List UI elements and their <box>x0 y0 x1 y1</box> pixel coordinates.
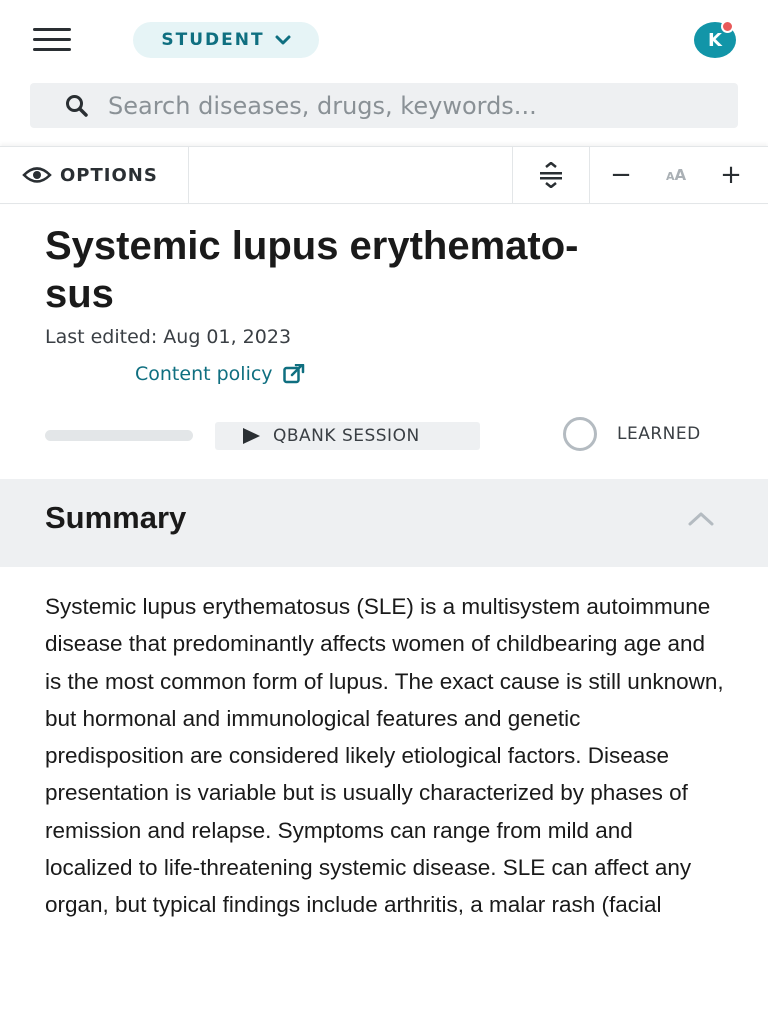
learned-toggle[interactable] <box>563 417 701 451</box>
role-label: STUDENT <box>161 30 265 50</box>
search-icon <box>64 93 90 119</box>
role-dropdown[interactable] <box>133 22 319 58</box>
collapse-sections-icon <box>539 162 563 188</box>
font-size-indicator: AA <box>665 166 687 184</box>
notification-dot <box>721 20 734 33</box>
top-bar <box>0 0 768 146</box>
chevron-down-icon <box>275 34 291 46</box>
learned-label: LEARNED <box>617 424 701 444</box>
search-input[interactable] <box>106 91 710 121</box>
eye-icon <box>22 165 52 185</box>
hamburger-menu-icon[interactable] <box>33 28 71 52</box>
play-icon <box>241 427 261 445</box>
search-bar[interactable] <box>30 83 738 128</box>
summary-section-header[interactable] <box>0 479 768 567</box>
reading-progress-bar <box>45 430 193 441</box>
qbank-label: QBANK SESSION <box>273 426 420 446</box>
article-toolbar <box>0 146 768 204</box>
increase-font-button[interactable]: + <box>720 160 742 190</box>
qbank-session-button[interactable] <box>215 422 480 450</box>
options-button[interactable] <box>0 147 189 203</box>
options-label: OPTIONS <box>60 164 158 186</box>
summary-text: Systemic lupus erythematosus (SLE) is a multisystem autoimmune disease that predominantly affects women of childbearing age and is the most common form of lupus. The exact cause is still unknown, but hormonal and immunological features and genetic predisposition are considered likely etiological factors. Disease presentation is variable but is usually characterized by phases of remission and relapse. Symptoms can range from mild and localized to life-threatening systemic disease. SLE can affect any organ, but typical findings include arthritis, a malar rash (facial <box>45 594 724 918</box>
avatar-initial: K <box>708 29 722 51</box>
user-avatar[interactable] <box>694 22 736 58</box>
content-policy-label: Content policy <box>135 363 273 385</box>
summary-heading: Summary <box>45 500 187 535</box>
chevron-up-icon[interactable] <box>686 509 716 529</box>
last-edited: Last edited: Aug 01, 2023 <box>45 326 292 348</box>
collapse-all-button[interactable] <box>512 147 590 203</box>
content-policy-link[interactable] <box>135 363 305 385</box>
font-size-control <box>606 147 746 203</box>
page-title: Systemic lupus erythemato- sus <box>45 224 579 316</box>
learned-checkbox-icon <box>563 417 597 451</box>
decrease-font-button[interactable]: − <box>610 160 632 190</box>
external-link-icon <box>283 364 305 384</box>
